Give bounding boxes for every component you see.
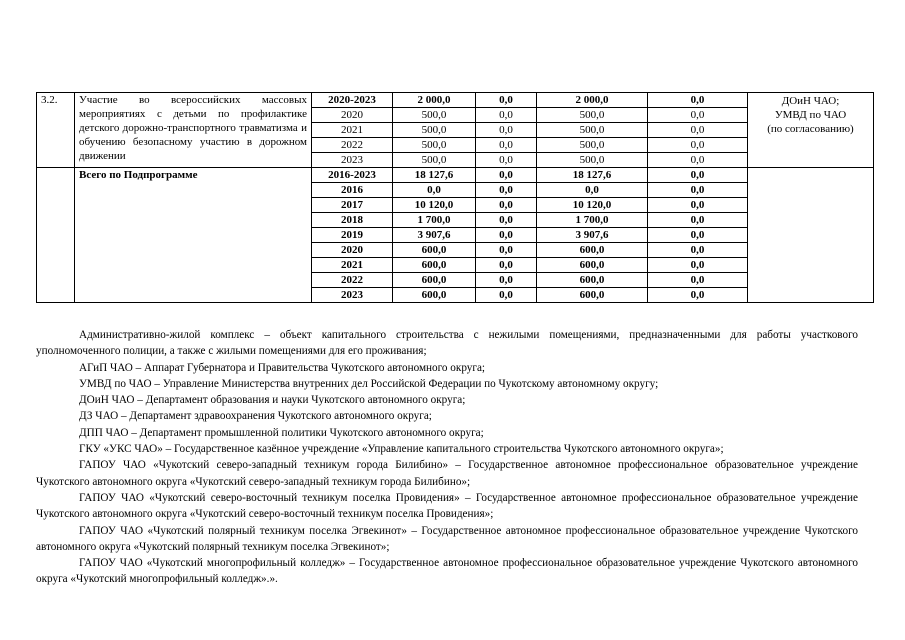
year-cell: 2018 — [312, 213, 393, 228]
abbreviation-note: ДЗ ЧАО – Департамент здравоохранения Чукотского автономного округа; — [79, 410, 432, 423]
regional-budget-cell: 10 120,0 — [537, 198, 648, 213]
regional-budget-cell: 1 700,0 — [537, 213, 648, 228]
federal-budget-cell: 0,0 — [476, 288, 537, 303]
executor-cell — [748, 168, 874, 303]
regional-budget-cell: 600,0 — [537, 243, 648, 258]
other-sources-cell: 0,0 — [648, 228, 748, 243]
federal-budget-cell: 0,0 — [476, 108, 537, 123]
item-number: 3.2. — [37, 93, 75, 168]
year-cell: 2020 — [312, 243, 393, 258]
abbreviation-note: ГАПОУ ЧАО «Чукотский северо-восточный техникум поселка Провидения» – Государственное автономное профессиональное образовательное учреждение Чукотского автономного округа «Чукотский северо-восточный техникум поселка Провидения»; — [36, 491, 858, 521]
total-cell: 18 127,6 — [393, 168, 476, 183]
year-cell: 2021 — [312, 123, 393, 138]
abbreviation-note: УМВД по ЧАО – Управление Министерства внутренних дел Российской Федерации по Чукотскому автономному округу; — [79, 377, 659, 390]
other-sources-cell: 0,0 — [648, 288, 748, 303]
regional-budget-cell: 500,0 — [537, 138, 648, 153]
executor-line: ДОиН ЧАО; — [781, 95, 840, 107]
total-cell: 10 120,0 — [393, 198, 476, 213]
other-sources-cell: 0,0 — [648, 168, 748, 183]
year-cell: 2019 — [312, 228, 393, 243]
total-cell: 2 000,0 — [393, 93, 476, 108]
other-sources-cell: 0,0 — [648, 123, 748, 138]
abbreviation-note: ГАПОУ ЧАО «Чукотский многопрофильный колледж» – Государственное автономное профессиональное образовательное учреждение Чукотского автономного округа «Чукотский многопрофильный колледж».». — [36, 557, 858, 586]
year-cell: 2023 — [312, 288, 393, 303]
abbreviations-list — [36, 327, 858, 588]
federal-budget-cell: 0,0 — [476, 243, 537, 258]
table-row — [37, 93, 874, 108]
total-cell: 600,0 — [393, 258, 476, 273]
total-cell: 500,0 — [393, 123, 476, 138]
year-cell: 2016 — [312, 183, 393, 198]
year-cell: 2020 — [312, 108, 393, 123]
federal-budget-cell: 0,0 — [476, 183, 537, 198]
other-sources-cell: 0,0 — [648, 183, 748, 198]
table-row — [37, 168, 874, 183]
federal-budget-cell: 0,0 — [476, 138, 537, 153]
other-sources-cell: 0,0 — [648, 273, 748, 288]
year-cell: 2020-2023 — [312, 93, 393, 108]
year-cell: 2016-2023 — [312, 168, 393, 183]
federal-budget-cell: 0,0 — [476, 258, 537, 273]
regional-budget-cell: 500,0 — [537, 123, 648, 138]
regional-budget-cell: 18 127,6 — [537, 168, 648, 183]
year-cell: 2022 — [312, 138, 393, 153]
regional-budget-cell: 500,0 — [537, 108, 648, 123]
other-sources-cell: 0,0 — [648, 243, 748, 258]
year-cell: 2022 — [312, 273, 393, 288]
abbreviation-note: ГАПОУ ЧАО «Чукотский северо-западный техникум города Билибино» – Государственное автономное профессиональное образовательное учреждение Чукотского автономного округа «Чукотский северо-западный техникум города Билибино»; — [36, 459, 858, 488]
federal-budget-cell: 0,0 — [476, 213, 537, 228]
total-cell: 600,0 — [393, 273, 476, 288]
regional-budget-cell: 600,0 — [537, 273, 648, 288]
regional-budget-cell: 3 907,6 — [537, 228, 648, 243]
item-number — [37, 168, 75, 303]
abbreviation-note: ДОиН ЧАО – Департамент образования и науки Чукотского автономного округа; — [79, 394, 466, 407]
federal-budget-cell: 0,0 — [476, 228, 537, 243]
total-cell: 500,0 — [393, 153, 476, 168]
total-cell: 1 700,0 — [393, 213, 476, 228]
total-cell: 0,0 — [393, 183, 476, 198]
other-sources-cell: 0,0 — [648, 108, 748, 123]
year-cell: 2021 — [312, 258, 393, 273]
abbreviation-note: АГиП ЧАО – Аппарат Губернатора и Правительства Чукотского автономного округа; — [79, 361, 486, 374]
other-sources-cell: 0,0 — [648, 93, 748, 108]
year-cell: 2017 — [312, 198, 393, 213]
total-cell: 600,0 — [393, 243, 476, 258]
abbreviation-note: Административно-жилой комплекс – объект капитального строительства с нежилыми помещениями, предназначенными для работы участкового уполномоченного полиции, а также с жилыми помещениями для его проживания; — [36, 329, 858, 358]
executor-line: УМВД по ЧАО — [774, 109, 847, 121]
executor-cell — [748, 93, 874, 168]
regional-budget-cell: 0,0 — [537, 183, 648, 198]
federal-budget-cell: 0,0 — [476, 153, 537, 168]
other-sources-cell: 0,0 — [648, 198, 748, 213]
federal-budget-cell: 0,0 — [476, 273, 537, 288]
regional-budget-cell: 2 000,0 — [537, 93, 648, 108]
federal-budget-cell: 0,0 — [476, 93, 537, 108]
total-cell: 500,0 — [393, 108, 476, 123]
total-label: Всего по Подпрограмме — [75, 168, 312, 303]
year-cell: 2023 — [312, 153, 393, 168]
other-sources-cell: 0,0 — [648, 213, 748, 228]
total-cell: 3 907,6 — [393, 228, 476, 243]
other-sources-cell: 0,0 — [648, 258, 748, 273]
federal-budget-cell: 0,0 — [476, 198, 537, 213]
abbreviation-note: ДПП ЧАО – Департамент промышленной политики Чукотского автономного округа; — [79, 426, 484, 439]
regional-budget-cell: 500,0 — [537, 153, 648, 168]
abbreviation-note: ГКУ «УКС ЧАО» – Государственное казённое учреждение «Управление капитального строительства Чукотского автономного округа»; — [79, 443, 724, 456]
regional-budget-cell: 600,0 — [537, 258, 648, 273]
regional-budget-cell: 600,0 — [537, 288, 648, 303]
other-sources-cell: 0,0 — [648, 138, 748, 153]
other-sources-cell: 0,0 — [648, 153, 748, 168]
abbreviation-note: ГАПОУ ЧАО «Чукотский полярный техникум поселка Эгвекинот» – Государственное автономное профессиональное образовательное учреждение Чукотского автономного округа «Чукотский полярный техникум поселка Эгвекинот»; — [36, 524, 858, 553]
executor-line: (по согласованию) — [767, 123, 854, 135]
federal-budget-cell: 0,0 — [476, 168, 537, 183]
total-cell: 500,0 — [393, 138, 476, 153]
federal-budget-cell: 0,0 — [476, 123, 537, 138]
total-cell: 600,0 — [393, 288, 476, 303]
financing-table — [36, 92, 874, 303]
item-name: Участие во всероссийских массовых мероприятиях с детьми по профилактике детского дорожно-транспортного травматизма и обучению безопасному участию в дорожном движении — [75, 93, 312, 168]
